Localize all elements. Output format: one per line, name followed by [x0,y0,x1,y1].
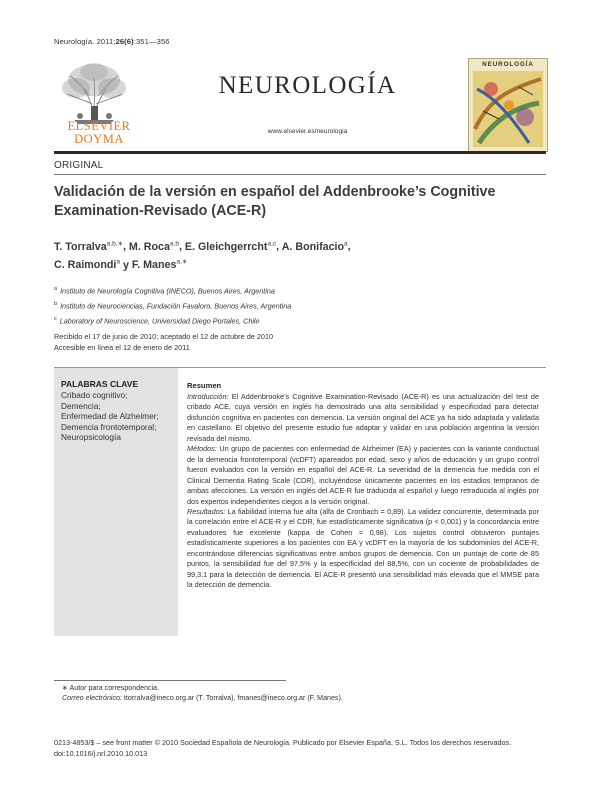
footnote-rule [54,680,286,681]
copyright-line: 0213-4853/$ – see front matter © 2010 Sociedad Española de Neurología. Publicado por Elsevier España, S.L. Todos los derechos reservados. [54,738,512,747]
author[interactable]: C. Raimondi$^a$ [54,258,120,272]
legal-footer [54,737,546,759]
footnotes [54,683,544,703]
affiliation: $^a$ Instituto de Neurología Cognitiva (INECO), Buenos Aires, Argentina [54,286,275,296]
affiliation: $^c$ Laboratory of Neuroscience, Universidad Diego Portales, Chile [54,315,260,326]
article-section: ORIGINAL [54,160,104,171]
abstract-body [187,392,539,591]
keyword[interactable]: Cribado cognitivo; [61,390,128,400]
keyword[interactable]: Demencia frontotemporal; [61,421,157,432]
publisher-logo-text: ELSEVIER DOYMA [67,119,131,146]
keywords-list [61,390,173,443]
abstract-heading: Resumen [187,381,222,390]
keyword[interactable]: Neuropsicología [61,432,121,443]
cover-title: NEUROLOGÍA [482,61,534,68]
author[interactable]: F. Manes$^{a,∗}$ [131,258,188,272]
journal-title: NEUROLOGÍA [218,72,397,99]
author[interactable]: M. Roca$^{a,b}$ [128,240,179,253]
section-rule [54,174,546,175]
affiliations [54,283,544,328]
corresponding-author-note: ∗ Autor para correspondencia. [62,684,160,692]
affiliation: $^b$ Instituto de Neurociencias, Fundación Favaloro, Buenos Aires, Argentina [54,300,292,311]
abstract-results: Resultados: La fiabilidad interna fue alta (alfa de Cronbach = 0,89). La validez concurrente, determinada por la correlación entre el ACE-R y el CDR, fue estadísticamente significativa (p < 0,001) y la concordancia entre evaluadores fue excelente (kappa de Cohen = 0,98). Los sujetos control obtuvieron puntajes estadísticamente superiores a los pacientes con EA y vcDFT en la mayoría de los subdominios del ACE-R, encontrándose diferencias significativas entre ambos grupos de demencia. Con un puntaje de corte de 85 puntos, la sensibilidad fue del 97,5% y la especificidad del 88,5%, con un cociente de probabilidades de 99,3:1 para la detección de demencia. El ACE-R presentó una sensibilidad más elevada que el MMSE para la detección de demencia. [187,506,539,590]
journal-cover-image [468,58,548,152]
author[interactable]: T. Torralva$^{a,b,∗}$ [54,240,123,253]
abstract-introduction: Introducción: El Addenbrooke’s Cognitive Examination-Revisado (ACE-R) es una actualización del test de cribado ACE, cuya versión en inglés ha demostrado una alta sensibilidad y especificidad para detectar disfunción cognitiva en pacientes con demencia. La versión original del ACE ya ha sido adaptada y validada en castellano. El objetivo del presente estudio fue adaptar y validar en una población argentina la versión revisada del mismo. [187,392,539,443]
keywords-box [54,368,178,636]
header-rule [54,151,546,154]
keyword[interactable]: Enfermedad de Alzheimer; [61,411,159,422]
keyword[interactable]: Demencia; [61,400,101,411]
author[interactable]: A. Bonifacio$^a$ [281,240,348,253]
doi[interactable]: doi:10.1016/j.nrl.2010.10.013 [54,749,148,758]
article-title: Validación de la versión en español del Addenbrooke’s Cognitive Examination-Revisado (ACE-R) [54,184,496,219]
keywords-heading: PALABRAS CLAVE [61,379,139,389]
abstract-methods: Métodos: Un grupo de pacientes con enfermedad de Alzheimer (EA) y pacientes con la variante conductual de la demencia frontotemporal (vcDFT) apareados por edad, sexo y años de educación y un grupo control fueron evaluados con la versión en español del ACE-R. La severidad de la demencia fue medida con el Clinical Dementia Rating Scale (CDR), incluyéndose únicamente pacientes en los estadios tempranos de ambas afecciones. La versión en inglés del ACE-R fue traducida al español y luego retraducida al inglés por dos expertos independientes ciegos a la versión original. [187,444,539,506]
author[interactable]: E. Gleichgerrcht$^{a,c}$ [184,240,277,253]
author-list: T. Torralva$^{a,b,∗}$, M. Roca$^{a,b}$, E. Gleichgerrcht$^{a,c}$, A. Bonifacio$^a$, C. Raimondi$^a$ y F. Manes$^{a,∗}$ [54,240,351,272]
email-note[interactable]: Correo electrónico: ttorralva@ineco.org.ar (T. Torralva), fmanes@ineco.org.ar (F. Manes). [62,694,343,702]
journal-url[interactable]: www.elsevier.es/neurologia [267,128,348,135]
journal-citation: Neurología. 2011;26(6):351—356 [54,37,170,46]
article-dates: Recibido el 17 de junio de 2010; aceptado el 12 de octubre de 2010 Accesible en línea el 12 de enero de 2011 [54,332,274,352]
